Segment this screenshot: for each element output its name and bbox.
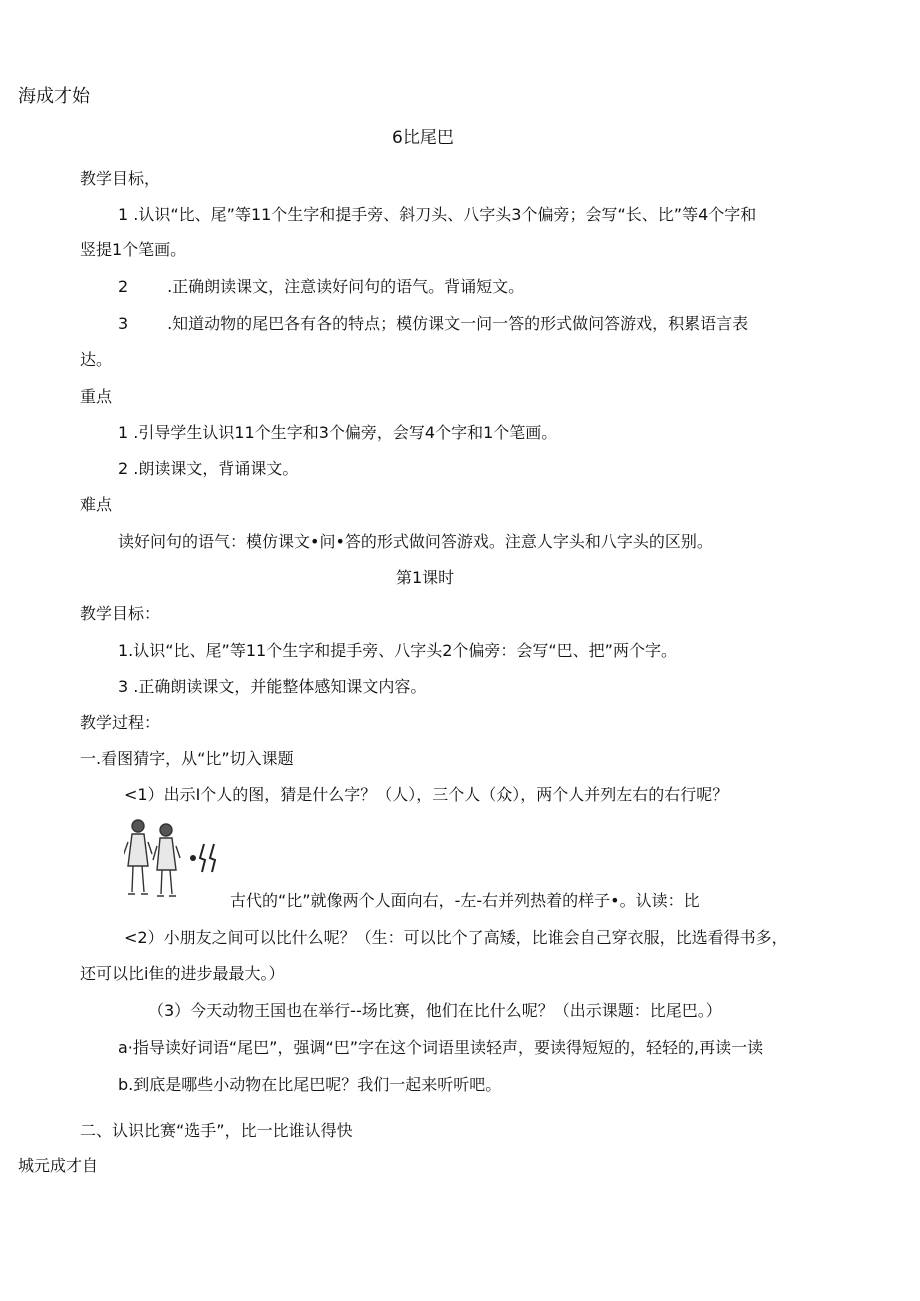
key-points-heading: 重点 [80, 387, 113, 406]
lesson-goal-number: 3 [118, 677, 129, 696]
lesson-goal-item-2 [118, 676, 426, 698]
ancient-bi-glyph-icon [200, 844, 215, 872]
page-header: 海成才始 [18, 86, 90, 107]
key-point-item-2 [118, 458, 298, 480]
ancient-bi-illustration [124, 814, 220, 906]
goal-text: .知道动物的尾巴各有各的特点；模仿课文一问一答的形式做问答游戏，积累语言表 [167, 314, 749, 333]
goal-item-1-continued: 竖提1个笔画。 [80, 240, 187, 259]
section-1-paragraph-3: （3）今天动物王国也在举行--场比赛，他们在比什么呢？（出示课题：比尾巴。） [148, 1001, 722, 1020]
section-1-paragraph-b: b.到底是哪些小动物在比尾巴呢？我们一起来听听吧。 [118, 1075, 502, 1094]
goal-number: 1 [118, 205, 129, 224]
goal-number: 3 [118, 314, 129, 333]
difficulty-heading: 难点 [80, 495, 113, 514]
goal-item-2 [118, 276, 524, 298]
goal-text: .正确朗读课文，注意读好问句的语气。背诵短文。 [167, 277, 525, 296]
lesson-title: 第1课时 [396, 568, 455, 587]
section-2-heading: 二、认识比赛“选手”，比一比谁认得快 [80, 1121, 353, 1140]
person-right-figure [153, 824, 180, 896]
lesson-goal-item-1: 1.认识“比、尾”等11个生字和提手旁、八字头2个偏旁：会写“巴、把”两个字。 [118, 641, 677, 660]
goal-item-3 [118, 313, 748, 335]
lesson-goal-text: .正确朗读课文，并能整体感知课文内容。 [133, 677, 427, 696]
section-1-heading: 一.看图猜字，从“比”切入课题 [80, 749, 294, 768]
goal-item-3-continued: 达。 [80, 350, 113, 369]
section-1-paragraph-a: a·指导读好词语“尾巴”，强调“巴”字在这个词语里读轻声，要读得短短的，轻轻的,再读一读 [118, 1038, 764, 1057]
figure-caption: 古代的“比”就像两个人面向右，-左-右并列热着的样子•。认读：比 [230, 891, 700, 910]
difficulty-text: 读好问句的语气：模仿课文•问•答的形式做问答游戏。注意人字头和八字头的区别。 [118, 532, 713, 551]
section-1-paragraph-1: <1）出示I个人的图，猜是什么字？（人），三个人（众），两个人并列左右的右行呢？ [124, 785, 729, 804]
person-left-figure [124, 820, 152, 894]
goal-number: 2 [118, 277, 129, 296]
page-footer: 城元成才自 [18, 1156, 99, 1175]
section-1-paragraph-2: <2）小朋友之间可以比什么呢？（生：可以比个了高矮，比谁会自己穿衣服，比选看得书多， [124, 928, 788, 947]
lesson-goals-heading: 教学目标： [80, 604, 161, 623]
goal-item-1 [118, 204, 756, 226]
goal-text: .认识“比、尾”等11个生字和提手旁、斜刀头、八字头3个偏旁；会写“长、比”等4个字和 [133, 205, 757, 224]
key-point-item-1 [118, 422, 557, 444]
key-point-number: 2 [118, 459, 129, 478]
section-1-paragraph-2-continued: 还可以比i隹的进步最最大。） [80, 964, 285, 983]
process-heading: 教学过程： [80, 713, 161, 732]
bullet-dot-icon [190, 855, 196, 861]
key-point-number: 1 [118, 423, 129, 442]
key-point-text: .朗读课文，背诵课文。 [133, 459, 299, 478]
key-point-text: .引导学生认识11个生字和3个偏旁，会写4个字和1个笔画。 [133, 423, 558, 442]
document-title: 6比尾巴 [392, 128, 454, 148]
goals-heading: 教学目标， [80, 169, 161, 188]
